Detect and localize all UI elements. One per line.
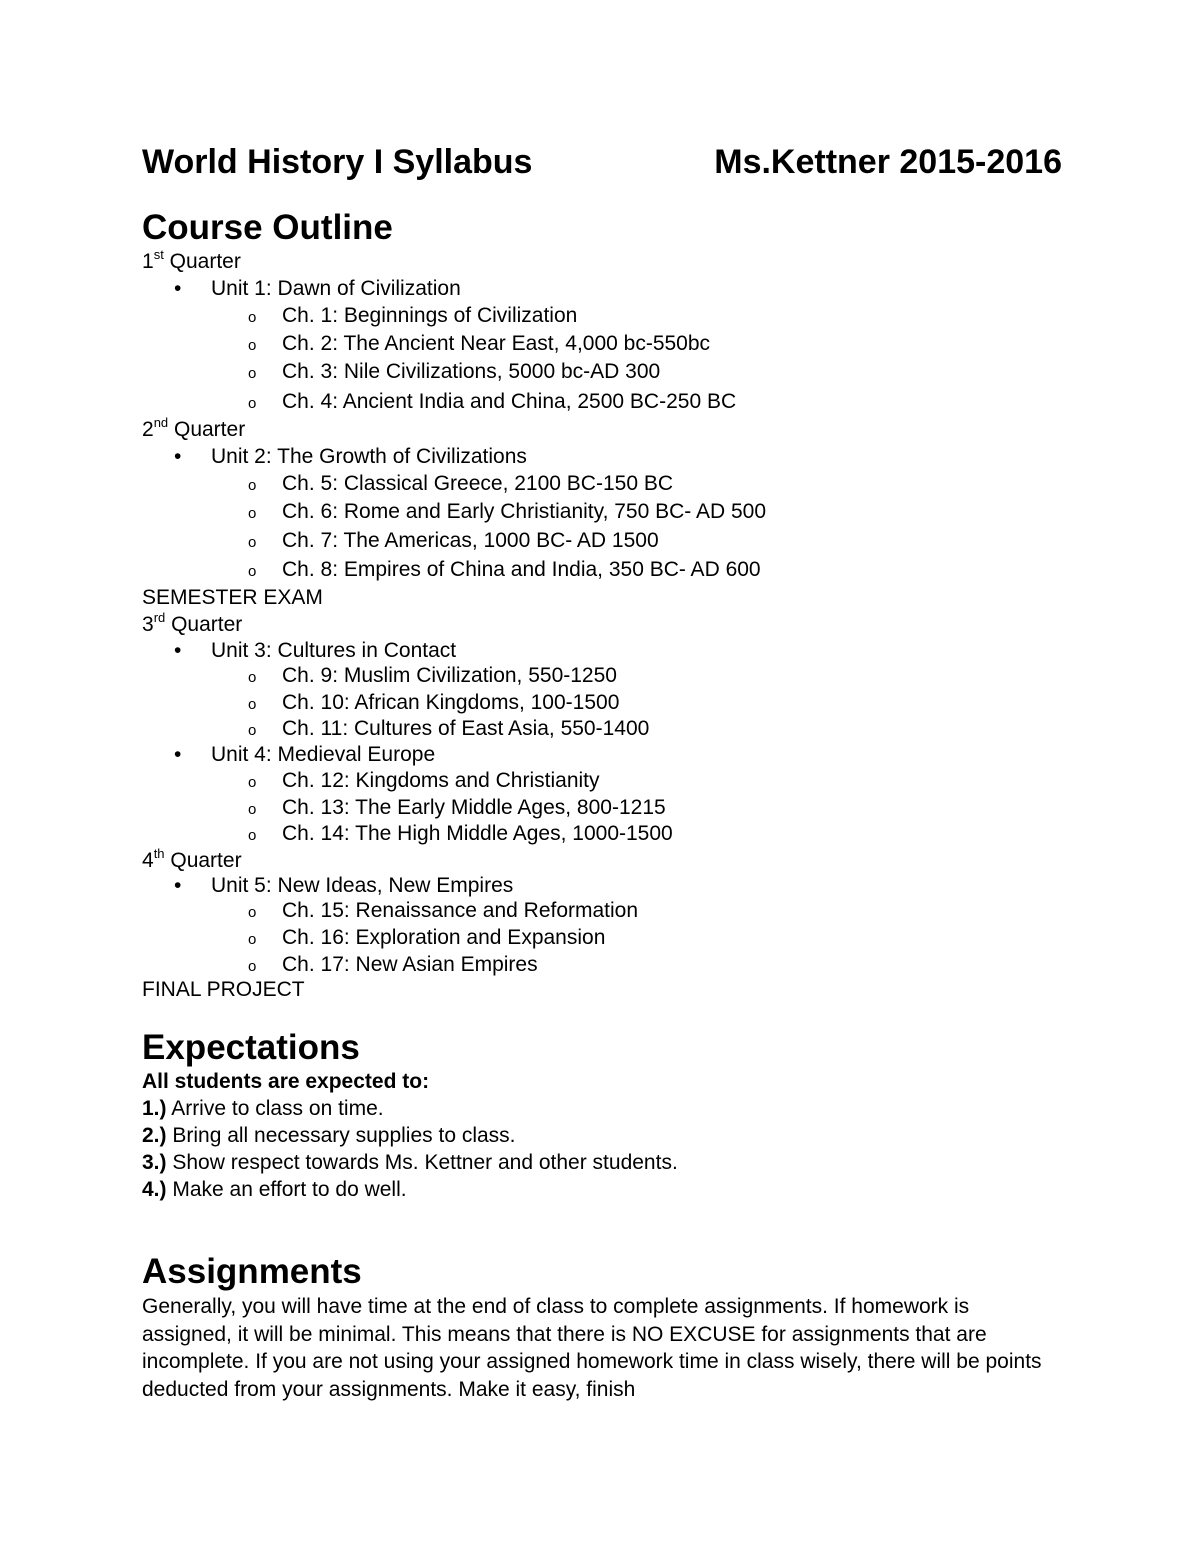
document-header <box>142 140 1062 184</box>
sub-bullet-icon: o <box>248 365 257 382</box>
bullet-icon: • <box>174 743 182 766</box>
sub-bullet-icon: o <box>248 309 257 326</box>
quarter-4-label: 4th Quarter <box>142 846 242 872</box>
document-page: World History I Syllabus Ms.Kettner 2015-2016 Course Outline 1st Quarter • Unit 1: Dawn of Civilization o Ch. 1: Beginnings of Civilization o Ch. 2: The Ancient Near East, 4,000 bc-550bc o Ch. 3: Nile Civilizations, 5000 bc-AD 300 o Ch. 4: Ancient India and China, 2500 BC-250 BC 2nd Quarter • Unit 2: The Growth of Civilizations o Ch. 5: Classical Greece, 2100 BC-150 BC o Ch. 6: Rome and Early Christianity, 750 BC- AD 500 o Ch. 7: The Americas, 1000 BC- AD 1500 o Ch. 8: Empires of China and India, 350 BC- AD 600 SEMESTER EXAM 3rd Quarter • Unit 3: Cultures in Contact o Ch. 9: Muslim Civilization, 550-1250 o Ch. 10: African Kingdoms, 100-1500 o Ch. 11: Cultures of East Asia, 550-1400 • Unit 4: Medieval Europe o Ch. 12: Kingdoms and Christianity o Ch. 13: The Early Middle Ages, 800-1215 o Ch. 14: The High Middle Ages, 1000-1500 4th Quarter • Unit 5: New Ideas, New Empires o Ch. 15: Renaissance and Reformation o Ch. 16: Exploration and Expansion o Ch. 17: New Asian Empires FINAL PROJECT Expectations All students are expected to: 1.) Arrive to class on time. 2.) Bring all necessary supplies to class. 3.) Show respect towards Ms. Kettner and other students. 4.) Make an effort to do well. Assignments Generally, you will have time at the end of class to complete assignments. If homework is assigned, it will be minimal. This means that there is NO EXCUSE for assignments that are incomplete. If you are not using your assigned homework time in class wisely, there will be points deducted from your assignments. Make it easy, finish <box>0 0 1200 1553</box>
sub-bullet-icon: o <box>248 931 257 948</box>
sub-bullet-icon: o <box>248 722 257 739</box>
sub-bullet-icon: o <box>248 904 257 921</box>
bullet-icon: • <box>174 874 182 897</box>
quarter-1-label: 1st Quarter <box>142 247 241 273</box>
assignments-heading: Assignments <box>142 1252 362 1291</box>
bullet-icon: • <box>174 277 182 300</box>
final-project-label: FINAL PROJECT <box>142 978 305 1001</box>
syllabus-title: World History I Syllabus <box>142 143 533 181</box>
expectation-item: 1.) Arrive to class on time. <box>142 1097 384 1120</box>
sub-bullet-icon: o <box>248 395 257 412</box>
bullet-icon: • <box>174 445 182 468</box>
expectations-heading: Expectations <box>142 1028 360 1067</box>
quarter-2-label: 2nd Quarter <box>142 415 246 441</box>
expectation-item: 3.) Show respect towards Ms. Kettner and other students. <box>142 1151 678 1174</box>
expectation-item: 4.) Make an effort to do well. <box>142 1178 407 1201</box>
teacher-year: Ms.Kettner 2015-2016 <box>714 143 1062 181</box>
expectations-intro: All students are expected to: <box>142 1070 430 1093</box>
sub-bullet-icon: o <box>248 337 257 354</box>
quarter-3-label: 3rd Quarter <box>142 610 243 636</box>
bullet-icon: • <box>174 639 182 662</box>
sub-bullet-icon: o <box>248 958 257 975</box>
sub-bullet-icon: o <box>248 534 257 551</box>
sub-bullet-icon: o <box>248 563 257 580</box>
sub-bullet-icon: o <box>248 505 257 522</box>
expectation-item: 2.) Bring all necessary supplies to class. <box>142 1124 516 1147</box>
sub-bullet-icon: o <box>248 801 257 818</box>
sub-bullet-icon: o <box>248 827 257 844</box>
sub-bullet-icon: o <box>248 774 257 791</box>
course-outline-heading: Course Outline <box>142 208 393 247</box>
semester-exam-label: SEMESTER EXAM <box>142 586 323 609</box>
sub-bullet-icon: o <box>248 477 257 494</box>
assignments-paragraph: Generally, you will have time at the end of class to complete assignments. If homework is assigned, it will be minimal. This means that there is NO EXCUSE for assignments that are incomplete. If you are not using your assigned homework time in class wisely, there will be points deducted from your assignments. Make it easy, finish <box>142 1295 1042 1401</box>
sub-bullet-icon: o <box>248 669 257 686</box>
sub-bullet-icon: o <box>248 696 257 713</box>
